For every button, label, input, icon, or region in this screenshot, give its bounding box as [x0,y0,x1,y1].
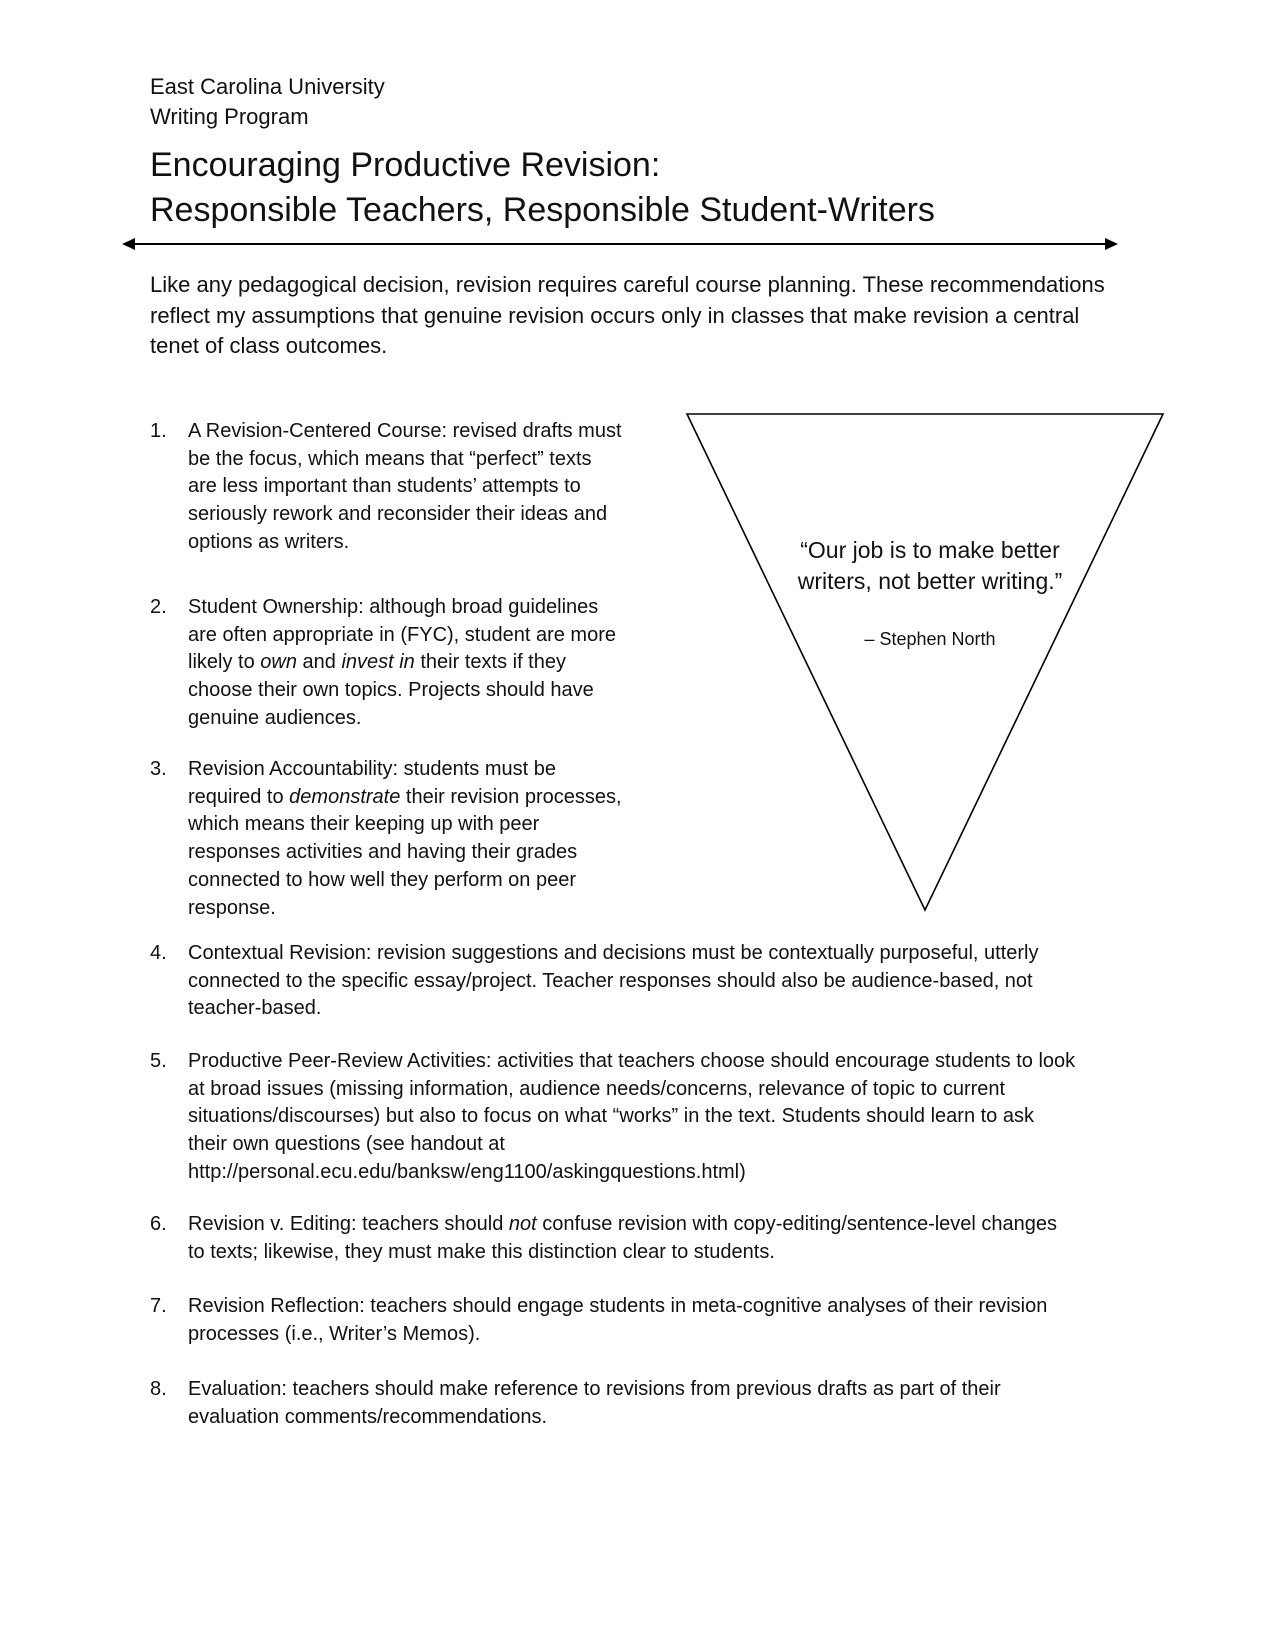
text-run: their revision processes, [400,785,622,808]
recommendations-list-item-7 [150,1293,1150,1348]
list-item-line [188,784,670,812]
list-item-line: choose their own topics. Projects should have [188,679,594,702]
page-title-line-1: Encouraging Productive Revision: [150,146,661,184]
list-item-number: 8. [150,1378,167,1400]
institution-name: East Carolina University [150,74,385,99]
list-item-line [188,1211,1150,1239]
list-item-line: options as writers. [188,530,350,553]
list-item-line: response. [188,896,276,919]
list-item-line: A Revision-Centered Course: revised drafts must [188,420,622,442]
list-item-line: their own questions (see handout at [188,1133,505,1156]
list-item-line [188,649,670,677]
list-item-line: processes (i.e., Writer’s Memos). [188,1322,481,1345]
list-item-line: connected to the specific essay/project. Teacher responses should also be audience-based, not [188,969,1033,992]
list-item-number: 7. [150,1295,167,1317]
list-item [150,1211,1150,1266]
emphasis-text: own [260,651,297,674]
intro-paragraph: Like any pedagogical decision, revision requires careful course planning. These recommendations reflect my assumptions that genuine revision occurs only in classes that make revision a central tenet of class outcomes. [150,272,1105,358]
text-run: Revision v. Editing: teachers should [188,1213,509,1235]
emphasis-text: invest in [341,651,415,674]
text-run: likely to [188,651,261,674]
quote-attribution: – Stephen North [864,629,996,649]
text-run: their texts if they [414,651,566,674]
list-item [150,1048,1160,1187]
list-item-line: responses activities and having their grades [188,841,578,864]
text-run: confuse revision with copy-editing/sentence-level changes [536,1213,1058,1235]
double-arrow-divider [122,236,1118,252]
list-item [150,418,670,557]
list-item-line: teacher-based. [188,997,322,1020]
list-item-line: connected to how well they perform on peer [188,868,576,891]
recommendations-list-item-5 [150,1048,1160,1187]
list-item-line: are less important than students’ attempts to [188,475,581,498]
list-item-line: which means their keeping up with peer [188,813,540,836]
list-item-line: be the focus, which means that “perfect” texts [188,447,592,470]
list-item-number: 2. [150,596,167,618]
list-item-number: 6. [150,1213,167,1235]
list-item-line: Student Ownership: although broad guidelines [188,596,599,618]
text-run: required to [188,785,290,808]
list-item-number: 3. [150,758,167,780]
list-item-line: Productive Peer-Review Activities: activities that teachers choose should encourage students to look [188,1050,1076,1072]
quote-text: “Our job is to make better writers, not better writing.” [797,537,1063,594]
list-item [150,1293,1150,1348]
list-item [150,594,670,733]
list-item-line: genuine audiences. [188,706,362,729]
recommendations-list-item-2 [150,594,670,733]
list-item-line: to texts; likewise, they must make this distinction clear to students. [188,1240,775,1263]
emphasis-text: not [508,1213,537,1235]
program-name: Writing Program [150,104,309,129]
list-item [150,756,670,922]
list-item-line: Evaluation: teachers should make reference to revisions from previous drafts as part of their [188,1378,1001,1400]
list-item [150,1376,1150,1431]
list-item-number: 5. [150,1050,167,1072]
recommendations-list-upper [150,418,670,557]
list-item-number: 4. [150,942,167,964]
list-item-line: Contextual Revision: revision suggestions and decisions must be contextually purposeful, utterly [188,942,1039,964]
list-item-line: seriously rework and reconsider their ideas and [188,503,608,526]
recommendations-list-item-3 [150,756,670,922]
list-item-line: Revision Reflection: teachers should engage students in meta-cognitive analyses of their revision [188,1295,1048,1317]
list-item-line: Revision Accountability: students must be [188,758,556,780]
list-item-number: 1. [150,420,167,442]
text-run: and [296,651,342,674]
emphasis-text: demonstrate [289,785,401,808]
recommendations-list-item-6 [150,1211,1150,1266]
list-item-line: evaluation comments/recommendations. [188,1405,548,1428]
list-item-line: http://personal.ecu.edu/banksw/eng1100/askingquestions.html) [188,1160,746,1183]
list-item [150,940,1130,1023]
inverted-triangle-shape [685,412,1165,912]
list-item-line: are often appropriate in (FYC), student are more [188,623,616,646]
recommendations-list-item-8 [150,1376,1150,1431]
list-item-line: at broad issues (missing information, audience needs/concerns, relevance of topic to current [188,1077,1006,1100]
list-item-line: situations/discourses) but also to focus on what “works” in the text. Students should learn to ask [188,1105,1034,1128]
page-title-line-2: Responsible Teachers, Responsible Student-Writers [150,191,935,229]
recommendations-list-item-4 [150,940,1130,1023]
